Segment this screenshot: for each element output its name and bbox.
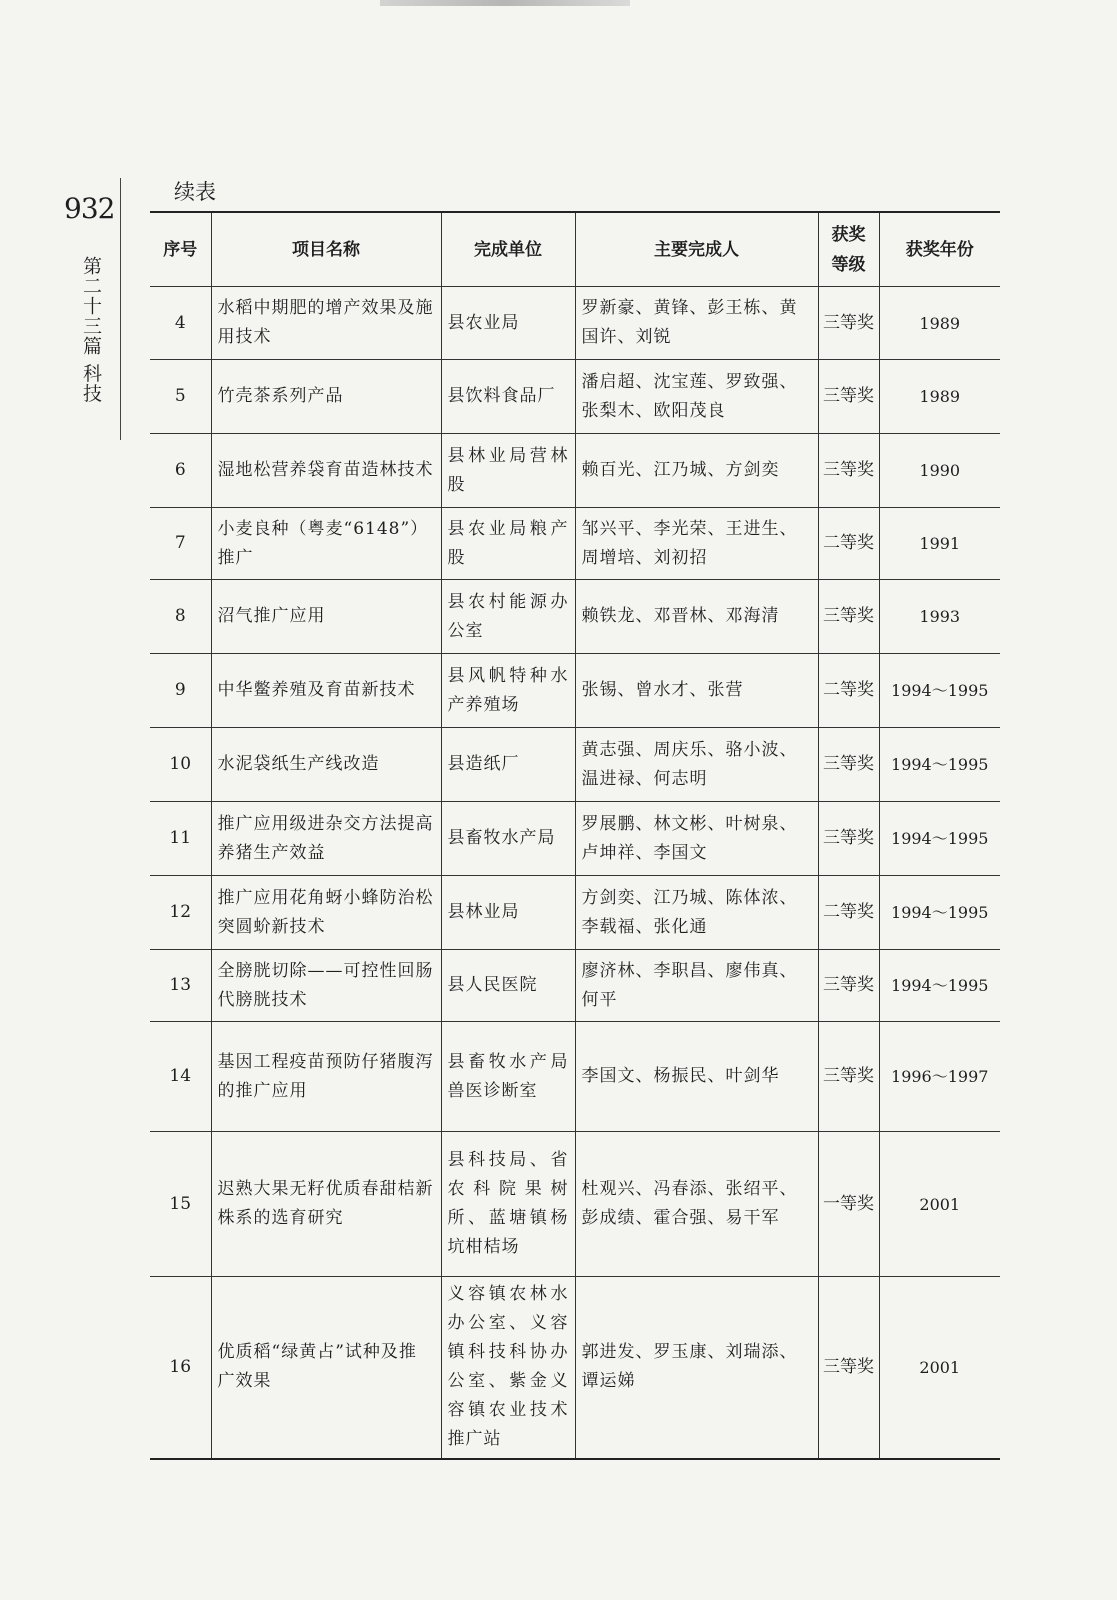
table-row [150,654,1000,728]
table-row [150,1022,1000,1132]
table-body [150,287,1000,1459]
cell-name: 水泥袋纸生产线改造 [211,728,441,802]
table-row [150,434,1000,508]
cell-name: 湿地松营养袋育苗造林技术 [211,434,441,508]
cell-year: 2001 [879,1132,1000,1277]
cell-name: 基因工程疫苗预防仔猪腹泻的推广应用 [211,1022,441,1132]
awards-table [150,211,1000,1460]
cell-level: 二等奖 [818,654,879,728]
header-year: 获奖年份 [879,212,1000,287]
side-divider [120,178,121,440]
cell-year: 1994～1995 [879,654,1000,728]
cell-no: 12 [150,876,211,950]
cell-name: 推广应用级进杂交方法提高养猪生产效益 [211,802,441,876]
cell-level: 二等奖 [818,876,879,950]
table-row [150,876,1000,950]
cell-level: 三等奖 [818,287,879,360]
cell-level: 三等奖 [818,1022,879,1132]
scan-artifact [380,0,630,6]
cell-name: 竹壳茶系列产品 [211,360,441,434]
cell-unit: 县畜牧水产局 [441,802,575,876]
awards-table-container [150,211,1000,1460]
header-people: 主要完成人 [575,212,818,287]
cell-level: 二等奖 [818,508,879,580]
table-row [150,508,1000,580]
cell-year: 1994～1995 [879,950,1000,1022]
table-row [150,1132,1000,1277]
cell-year: 1994～1995 [879,728,1000,802]
table-header-row [150,212,1000,287]
cell-no: 5 [150,360,211,434]
cell-people: 方剑奕、江乃城、陈体浓、李载福、张化通 [575,876,818,950]
cell-no: 7 [150,508,211,580]
cell-no: 9 [150,654,211,728]
table-row [150,580,1000,654]
cell-level: 三等奖 [818,950,879,1022]
section-title: 第二十三篇 科技 [80,256,102,404]
cell-level: 三等奖 [818,1277,879,1459]
table-row [150,287,1000,360]
cell-unit: 县农村能源办公室 [441,580,575,654]
cell-name: 小麦良种（粤麦“6148”）推广 [211,508,441,580]
cell-unit: 县饮料食品厂 [441,360,575,434]
cell-unit: 县林业局 [441,876,575,950]
cell-people: 杜观兴、冯春添、张绍平、彭成绩、霍合强、易干军 [575,1132,818,1277]
cell-name: 推广应用花角蚜小蜂防治松突圆蚧新技术 [211,876,441,950]
table-row [150,950,1000,1022]
cell-no: 13 [150,950,211,1022]
cell-no: 4 [150,287,211,360]
header-no: 序号 [150,212,211,287]
cell-year: 1994～1995 [879,876,1000,950]
cell-people: 罗展鹏、林文彬、叶树泉、卢坤祥、李国文 [575,802,818,876]
table-row [150,1277,1000,1459]
cell-people: 赖铁龙、邓晋林、邓海清 [575,580,818,654]
cell-name: 沼气推广应用 [211,580,441,654]
cell-year: 1994～1995 [879,802,1000,876]
header-unit: 完成单位 [441,212,575,287]
cell-people: 李国文、杨振民、叶剑华 [575,1022,818,1132]
cell-unit: 县农业局 [441,287,575,360]
cell-level: 三等奖 [818,728,879,802]
cell-unit: 县畜牧水产局兽医诊断室 [441,1022,575,1132]
table-row [150,360,1000,434]
cell-year: 2001 [919,1357,961,1377]
cell-name: 中华鳖养殖及育苗新技术 [211,654,441,728]
cell-unit: 义容镇农林水办公室、义容镇科技科协办公室、紫金义容镇农业技术推广站 [441,1277,575,1459]
table-row [150,728,1000,802]
cell-people: 邹兴平、李光荣、王进生、周增培、刘初招 [575,508,818,580]
header-name: 项目名称 [211,212,441,287]
cell-no: 10 [150,728,211,802]
cell-level: 三等奖 [818,580,879,654]
page-number: 932 [64,192,115,225]
cell-level: 三等奖 [818,434,879,508]
cell-people: 潘启超、沈宝莲、罗致强、张梨木、欧阳茂良 [575,360,818,434]
cell-name: 迟熟大果无籽优质春甜桔新株系的选育研究 [211,1132,441,1277]
cell-level: 一等奖 [818,1132,879,1277]
cell-no: 16 [150,1277,211,1459]
cell-year: 1990 [879,434,1000,508]
cell-people: 罗新豪、黄锋、彭王栋、黄国许、刘锐 [575,287,818,360]
cell-unit: 县科技局、省农科院果树所、蓝塘镇杨坑柑桔场 [441,1132,575,1277]
cell-unit: 县人民医院 [441,950,575,1022]
cell-level: 三等奖 [818,360,879,434]
cell-people: 黄志强、周庆乐、骆小波、温进禄、何志明 [575,728,818,802]
cell-no: 11 [150,802,211,876]
cell-people: 张锡、曾水才、张营 [575,654,818,728]
cell-no: 6 [150,434,211,508]
cell-no: 8 [150,580,211,654]
cell-unit: 县风帆特种水产养殖场 [441,654,575,728]
header-level: 获奖等级 [818,212,879,287]
cell-year: 1989 [879,360,1000,434]
continued-label: 续表 [174,180,216,204]
cell-people: 赖百光、江乃城、方剑奕 [575,434,818,508]
cell-unit: 县林业局营林股 [441,434,575,508]
cell-no: 15 [150,1132,211,1277]
cell-name: 优质稻“绿黄占”试种及推广效果 [211,1277,441,1459]
cell-year: 1993 [879,580,1000,654]
table-row [150,802,1000,876]
cell-year: 1991 [879,508,1000,580]
cell-year: 1989 [879,287,1000,360]
cell-people: 郭进发、罗玉康、刘瑞添、谭运娣 [575,1277,818,1459]
cell-unit: 县造纸厂 [441,728,575,802]
cell-year: 1996～1997 [879,1022,1000,1132]
cell-level: 三等奖 [818,802,879,876]
cell-people: 廖济林、李职昌、廖伟真、何平 [575,950,818,1022]
cell-name: 水稻中期肥的增产效果及施用技术 [211,287,441,360]
cell-unit: 县农业局粮产股 [441,508,575,580]
cell-no: 14 [150,1022,211,1132]
cell-name: 全膀胱切除——可控性回肠代膀胱技术 [211,950,441,1022]
